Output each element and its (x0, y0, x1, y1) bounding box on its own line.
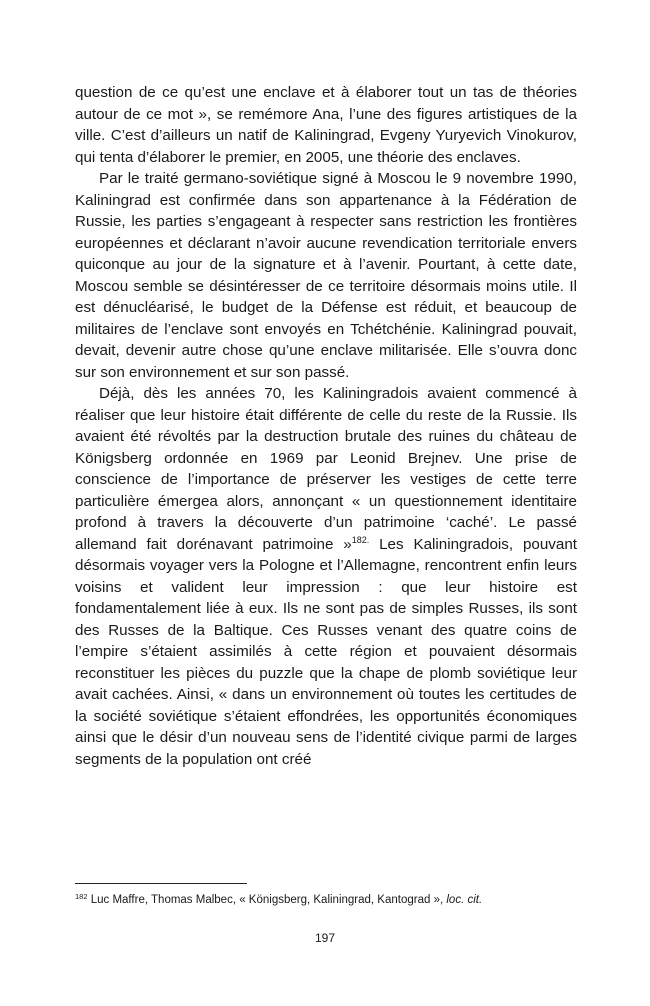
paragraph-text: Déjà, dès les années 70, les Kaliningradois avaient commencé à réaliser que leur histoire était différente de celle du reste de la Russie. Ils avaient été révoltés par la destruction brutale des ruines du château de Königsberg ordonnée en 1969 par Leonid Brejnev. Une prise de conscience de l’importance de préserver les vestiges de cette terre particulière émergea alors, annonçant « un questionnement identitaire profond à travers la découverte d’un patrimoine ‘caché’. Le passé allemand fait dorénavant patrimoine » (75, 385, 577, 553)
paragraph: Par le traité germano-soviétique signé à Moscou le 9 novembre 1990, Kaliningrad est confirmée dans son appartenance à la Fédération de Russie, les parties s’engageant à respecter sans restriction les frontières européennes et déclarant n’avoir aucune revendication territoriale envers quiconque au jour de la signature et à l’avenir. Pourtant, à cette date, Moscou semble se désintéresser de ce territoire désormais moins utile. Il est dénucléarisé, le budget de la Défense est réduit, et beaucoup de militaires de l’enclave sont envoyés en Tchétchénie. Kaliningrad pouvait, devait, devenir autre chose qu’une enclave militarisée. Elle s’ouvra donc sur son environnement et sur son passé. (75, 170, 577, 381)
paragraph-continued: question de ce qu’est une enclave et à élaborer tout un tas de théories autour de ce mot », se remémore Ana, l’une des figures artistiques de la ville. C’est d’ailleurs un natif de Kaliningrad, Evgeny Yuryevich Vinokurov, qui tenta d’élaborer le premier, en 2005, une théorie des enclaves. (75, 84, 577, 166)
footnote-text: Luc Maffre, Thomas Malbec, « Königsberg, Kaliningrad, Kantograd », (90, 894, 447, 906)
paragraph (75, 383, 577, 770)
footnote (75, 892, 577, 908)
footnote-citation: loc. cit. (446, 894, 483, 906)
body-text (75, 82, 577, 770)
page-number: 197 (314, 931, 336, 945)
footnote-reference[interactable]: 182. (351, 534, 370, 545)
paragraph-text: Les Kaliningradois, pouvant désormais voyager vers la Pologne et l’Allemagne, rencontrent enfin leurs voisins et valident leur impression : que leur histoire est fondamentalement liée à eux. Ils ne sont pas de simples Russes, ils sont des Russes de la Baltique. Ces Russes venant des quatre coins de l’empire s’étaient assimilés à cette région et pouvaient désormais reconstituer les pièces du puzzle que la chape de plomb soviétique leur avait cachées. Ainsi, « dans un environnement où toutes les certitudes de la société soviétique s’étaient effondrées, les opportunités économiques ainsi que le désir d’un nouveau sens de l’identité civique parmi de larges segments de la population ont créé (75, 535, 578, 768)
footnote-number: 182 (75, 892, 88, 901)
footnote-separator (75, 883, 247, 884)
